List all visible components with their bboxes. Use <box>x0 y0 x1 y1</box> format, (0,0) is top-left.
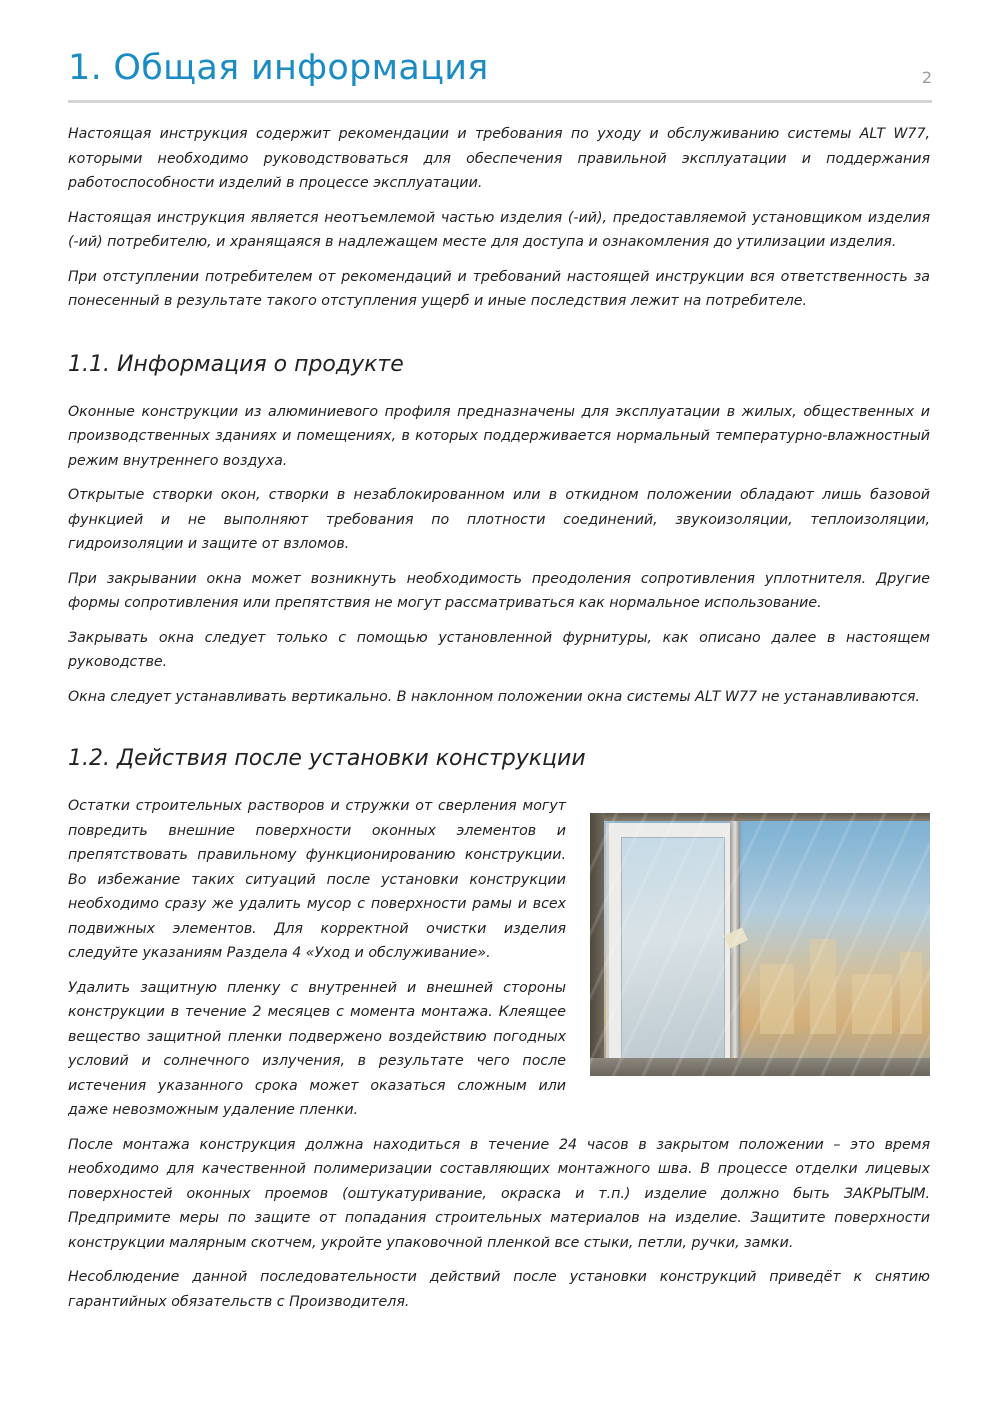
page-number: 2 <box>921 68 932 87</box>
product-paragraph-5: Окна следует устанавливать вертикально. В наклонном положении окна системы ALT W77 не устанавливаются. <box>68 688 920 705</box>
window-photo <box>590 813 930 1076</box>
page-content <box>68 122 930 1324</box>
section-title-after-install: 1.2. Действия после установки конструкции <box>68 746 586 771</box>
page-header <box>68 46 932 103</box>
product-paragraph-4: Закрывать окна следует только с помощью установленной фурнитуры, как описано далее в настоящем руководстве. <box>68 629 930 670</box>
protective-film <box>590 813 930 1076</box>
product-paragraph-3: При закрывании окна может возникнуть необходимость преодоления сопротивления уплотнителя. Другие формы сопротивления или препятствия не могут рассматриваться как нормальное использование. <box>68 570 930 611</box>
product-paragraph-1: Оконные конструкции из алюминиевого профиля предназначены для эксплуатации в жилых, общественных и производственных зданиях и помещениях, в которых поддерживается нормальный температурно-влажностный режим внутреннего воздуха. <box>68 403 930 469</box>
product-paragraph-2: Открытые створки окон, створки в незаблокированном или в откидном положении обладают лишь базовой функцией и не выполняют требования по плотности соединений, звукоизоляции, теплоизоляции, гидроизоляции и защите от взломов. <box>68 487 930 552</box>
after-install-paragraph-2: Удалить защитную пленку с внутренней и внешней стороны конструкции в течение 2 месяцев с момента монтажа. Клеящее вещество защитной пленки подвержено воздействию погодных условий и солнечного излучения, в результате чего после истечения указанного срока может оказаться сложным или даже невозможным удаление пленки. <box>68 979 566 1118</box>
after-install-paragraph-4: Несоблюдение данной последовательности действий после установки конструкций приведёт к снятию гарантийных обязательств с Производителя. <box>68 1269 930 1310</box>
after-install-paragraph-1: Остатки строительных растворов и стружки от сверления могут повредить внешние поверхности оконных элементов и препятствовать правильному функционированию конструкции. Во избежание таких ситуаций после установки конструкции необходимо сразу же удалить мусор с поверхности рамы и всех подвижных элементов. Для корректной очистки изделия следуйте указаниям Раздела 4 «Уход и обслуживание». <box>68 798 566 961</box>
section-title-product-info: 1.1. Информация о продукте <box>68 351 404 377</box>
intro-paragraph-3: При отступлении потребителем от рекомендаций и требований настоящей инструкции вся ответственность за понесенный в результате такого отступления ущерб и иные последствия лежит на потребителе. <box>68 268 930 309</box>
page-title: 1. Общая информация <box>68 48 489 88</box>
after-install-paragraph-3: После монтажа конструкция должна находиться в течение 24 часов в закрытом положении – это время необходимо для качественной полимеризации составляющих монтажного шва. В процессе отделки лицевых поверхностей оконных проемов (оштукатуривание, окраска и т.п.) изделие должно быть ЗАКРЫТЫМ. Предпримите меры по защите от попадания строительных материалов на изделие. Защитите поверхности конструкции малярным скотчем, укройте упаковочной пленкой все стыки, петли, ручки, замки. <box>68 1136 930 1251</box>
intro-paragraph-2: Настоящая инструкция является неотъемлемой частью изделия (-ий), предоставляемой установщиком изделия (-ий) потребителю, и хранящаяся в надлежащем месте для доступа и ознакомления до утилизации изделия. <box>68 209 930 250</box>
after-install-block <box>68 794 930 1133</box>
intro-paragraph-1: Настоящая инструкция содержит рекомендации и требования по уходу и обслуживанию системы ALT W77, которыми необходимо руководствоваться для обеспечения правильной эксплуатации и поддержания работоспособности изделий в процессе эксплуатации. <box>68 126 930 191</box>
